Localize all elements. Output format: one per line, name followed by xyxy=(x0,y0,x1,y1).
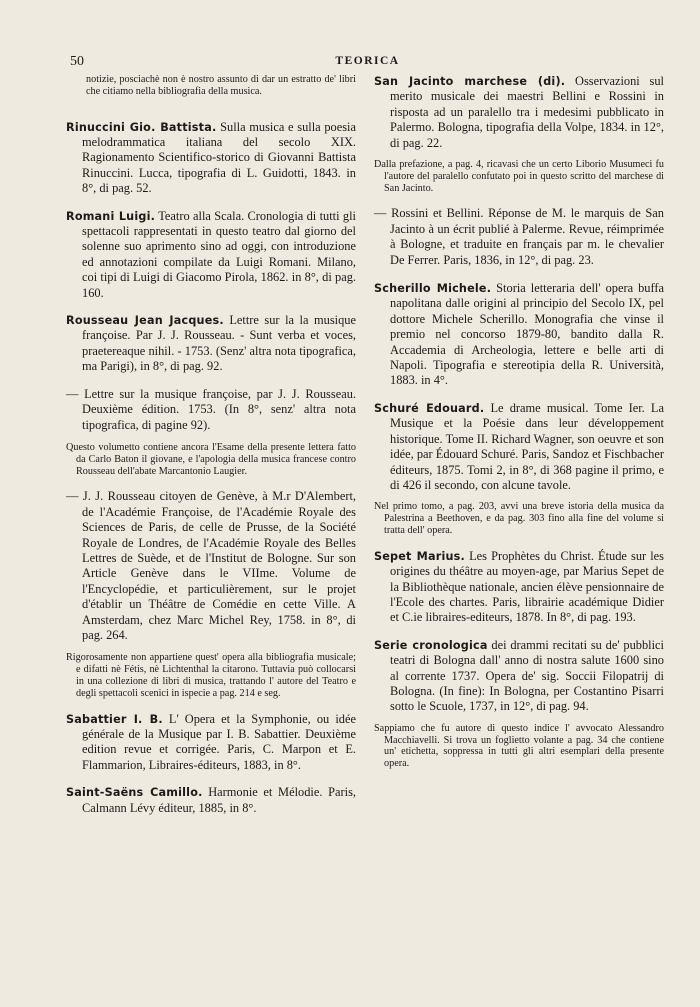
left-column xyxy=(66,74,356,828)
bibliography-entry xyxy=(66,712,356,774)
entry-continuation: — J. J. Rousseau citoyen de Genève, à M.r D'Alembert, de l'Académie Françoise, de l'Académie Royale des Sciences de Paris, de celle de Prusse, de la Société Royale de Londres, de l'Académie Royale des Belles Lettres de Suède, et de l'Institut de Bologne. Sur son Article Genève dans le VIIme. Volume de l'Encyclopédie, et particulièrement, sur le projet d'établir un Théâtre de Comédie en cette Ville. A Amsterdam, chez Marc Michel Rey, 1758. in 8°, di pag. 264. xyxy=(66,489,356,642)
bibliography-entry xyxy=(66,785,356,816)
entry-text: Sulla musica e sulla poesia melodrammatica italiana del secolo XIX. Ragionamento Scientifico-storico di Giovanni Battista Rinuccini. Lucca, tipografia di L. Guidotti, 1843. in 8°, di pag. 52. xyxy=(82,119,356,196)
entry-text: dei drammi recitati su de' pubblici teatri di Bologna dall' anno di nostra salute 1600 sino al corrente 1737. Opera de' sig. Soccii Filopatrij di Bologna. (In fine): In Bologna, per Costantino Pisarri sotto le Scuole, 1737, in 12°, di pag. 94. xyxy=(390,637,664,714)
bibliographic-note: Nel primo tomo, a pag. 203, avvi una breve istoria della musica da Palestrina a Beethoven, e da pag. 303 fino alla fine del volume si tratta dell' opera. xyxy=(374,501,664,536)
entry-heading: Saint-Saëns Camillo. xyxy=(66,786,203,800)
entry-text: Teatro alla Scala. Cronologia di tutti gli spettacoli rappresentati in questo teatro dal giorno del solenne suo aprimento sino ad oggi, con introduzione ed annotazioni compilate da Luigi Romani. Milano, coi tipi di Luigi di Giacomo Pirola, 1862. in 8°, di pag. 160. xyxy=(82,208,356,300)
bibliography-entry xyxy=(374,281,664,389)
bibliography-entry xyxy=(374,638,664,715)
entry-text: Lettre sur la la musique françoise. Par J. J. Rousseau. - Sunt verba et voces, praetereaque nihil. - 1753. (Senz' altra nota tipografica, ma Parigi), in 8°, di pag. 92. xyxy=(82,313,356,374)
entry-text: L' Opera et la Symphonie, ou idée générale de la Musique par I. B. Sabattier. Deuxième edition revue et corrigée. Paris, C. Marpon et E. Flammarion, Libraires-éditeurs, 1883, in 8°. xyxy=(82,711,356,772)
entry-text: Storia letteraria dell' opera buffa napolitana dalle origini al principio del Secolo IX, pel dottore Michele Scherillo. Monografia che vinse il premio nel concorso 1879-80, bandito dalla R. Accademia di Archeologia, lettere e belle arti di Napoli. Tipografia e stereotipia della R. Università, 1883. in 4°. xyxy=(390,281,664,388)
right-column xyxy=(374,74,664,782)
bibliographic-note: Questo volumetto contiene ancora l'Esame della presente lettera fatto da Carlo Baton il giovane, e l'apologia della musica francese contro Rousseau dell'abate Marcantonio Laugier. xyxy=(66,441,356,477)
bibliography-entry xyxy=(66,120,356,197)
bibliographic-note: Sappiamo che fu autore di questo indice l' avvocato Alessandro Macchiavelli. Si trova un foglietto volante a pag. 34 che contiene un' etichetta, soppressa in tutti gli altri esemplari della presente opera. xyxy=(374,722,664,770)
bibliographic-note: Dalla prefazione, a pag. 4, ricavasi che un certo Liborio Musumeci fu l'autore del paralello confutato poi in questo scritto del marchese di San Jacinto. xyxy=(374,159,664,194)
entry-text: Les Prophètes du Christ. Étude sur les origines du théâtre au moyen-age, par Marius Sepet de la Bibliothèque nationale, ancien élève pensionnaire de l'Ecole des chartes. Paris, librairie académique Didier et C.ie libraires-editeurs, 1878. In 8°, di pag. 193. xyxy=(390,548,665,625)
entry-heading: San Jacinto marchese (di). xyxy=(374,75,566,88)
bibliography-entry xyxy=(66,209,356,301)
entry-continuation: — Lettre sur la musique françoise, par J. J. Rousseau. Deuxième édition. 1753. (In 8°, senz' altra nota tipografica, di pagine 92). xyxy=(66,386,356,432)
entry-heading: Romani Luigi. xyxy=(66,209,156,223)
entry-heading: Rousseau Jean Jacques. xyxy=(66,314,224,328)
entry-text: Harmonie et Mélodie. Paris, Calmann Lévy éditeur, 1885, in 8°. xyxy=(82,785,356,815)
entry-heading: Sepet Marius. xyxy=(374,549,465,563)
entry-text: Osservazioni sul merito musicale dei maestri Bellini e Rossini in risposta ad un paralello tra i medesimi pubblicato in Palermo. Bologna, tipografia della Volpe, 1834. in 12°, di pag. 22. xyxy=(390,74,664,150)
entry-heading: Sabattier I. B. xyxy=(66,712,163,726)
entry-text: Le drame musical. Tome Ier. La Musique et la Poésie dans leur développement historique. Tome II. Richard Wagner, son oeuvre et son idée, par Édouard Schuré. Paris, Sandoz et Fischbacher éditeurs, 1875. Tomi 2, in 8°, di 368 pagine il primo, e di 426 il secondo, con alcune tavole. xyxy=(390,400,664,492)
continued-note: notizie, posciachè non è nostro assunto di dar un estratto de' libri che citiamo nella bibliografia della musica. xyxy=(86,74,356,97)
bibliography-entry xyxy=(374,401,664,493)
bibliographic-note: Rigorosamente non appartiene quest' opera alla bibliografia musicale; e difatti nè Fétis, nè Lichtenthal la citarono. Tuttavia può collocarsi in una collezione di libri di musica, trattando l' autore del Teatro e degli spettacoli scenici in ispecie a pag. 214 e seg. xyxy=(66,652,356,699)
entry-heading: Schuré Edouard. xyxy=(374,401,485,415)
entry-continuation: — Rossini et Bellini. Réponse de M. le marquis de San Jacinto à un écrit publié à Palerme. Revue, réimprimée à Bologne, et traduite en français par m. le chevalier De Ferrer. Paris, 1836, in 12°, di pag. 23. xyxy=(374,206,664,267)
bibliography-entry xyxy=(66,313,356,375)
entry-heading: Rinuccini Gio. Battista. xyxy=(66,120,217,134)
page-header xyxy=(70,54,665,72)
bibliography-entry xyxy=(374,74,664,151)
entry-heading: Scherillo Michele. xyxy=(374,282,492,296)
bibliography-entry xyxy=(374,549,664,626)
entry-heading: Serie cronologica xyxy=(374,638,488,652)
page-number: 50 xyxy=(70,54,84,69)
running-title: TEORICA xyxy=(335,55,400,67)
